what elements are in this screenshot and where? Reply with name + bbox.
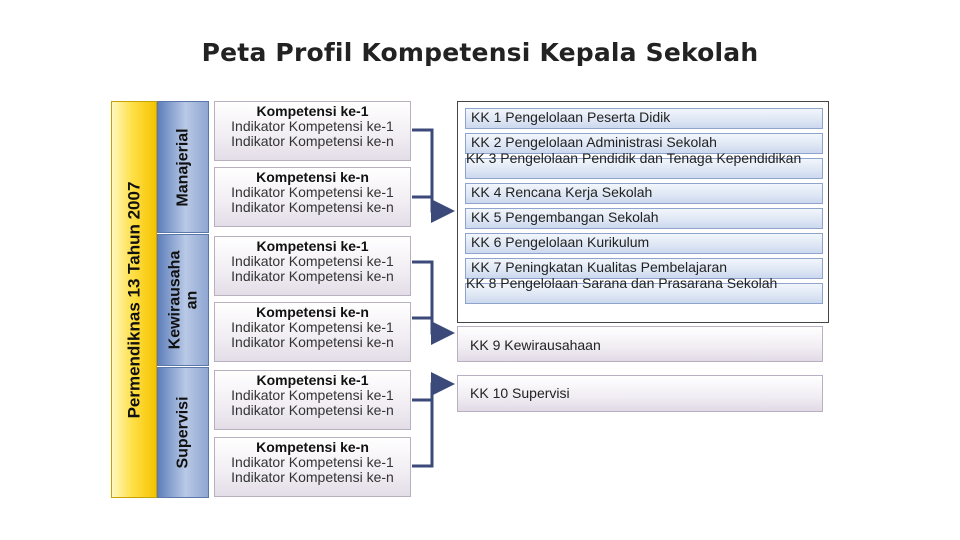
kk-label: KK 5 Pengembangan Sekolah xyxy=(471,209,659,225)
kk-label: KK 10 Supervisi xyxy=(470,385,570,401)
indicator-line: Indikator Kompetensi ke-1 xyxy=(231,387,394,403)
kk-label: KK 2 Pengelolaan Administrasi Sekolah xyxy=(471,134,717,150)
kk-label: KK 8 Pengelolaan Sarana dan Prasarana Sekolah xyxy=(466,275,778,291)
dimension-label: Supervisi xyxy=(174,396,192,469)
page-title: Peta Profil Kompetensi Kepala Sekolah xyxy=(201,38,759,67)
indicator-line: Indikator Kompetensi ke-n xyxy=(231,199,394,215)
connector-supervisi-2 xyxy=(412,400,432,466)
kk-item xyxy=(465,233,823,254)
kk-item xyxy=(465,275,823,304)
connector-supervisi xyxy=(412,384,452,400)
dimension-label-line1: Kewirausaha xyxy=(166,250,183,350)
indicator-line: Indikator Kompetensi ke-1 xyxy=(231,118,394,134)
competency-title: Kompetensi ke-1 xyxy=(256,372,369,388)
kk-item xyxy=(465,208,823,229)
competency-title: Kompetensi ke-1 xyxy=(256,103,369,119)
indicator-line: Indikator Kompetensi ke-n xyxy=(231,402,394,418)
kk-label: KK 7 Peningkatan Kualitas Pembelajaran xyxy=(471,259,728,275)
indicator-line: Indikator Kompetensi ke-1 xyxy=(231,454,394,470)
indicator-line: Indikator Kompetensi ke-1 xyxy=(231,253,394,269)
dimension-label-line2: an xyxy=(183,290,200,310)
indicator-line: Indikator Kompetensi ke-1 xyxy=(231,319,394,335)
indicator-line: Indikator Kompetensi ke-n xyxy=(231,133,394,149)
regulation-label: Permendiknas 13 Tahun 2007 xyxy=(124,181,144,418)
indicator-line: Indikator Kompetensi ke-1 xyxy=(231,184,394,200)
indicator-line: Indikator Kompetensi ke-n xyxy=(231,334,394,350)
kk-label: KK 6 Pengelolaan Kurikulum xyxy=(471,234,650,250)
kk-item-kewirausahaan xyxy=(457,326,823,362)
competency-title: Kompetensi ke-n xyxy=(256,304,369,320)
connector-kewirausahaan xyxy=(412,262,452,333)
kk-item xyxy=(465,183,823,204)
kk-item-supervisi xyxy=(457,375,823,412)
kk-label: KK 4 Rencana Kerja Sekolah xyxy=(471,184,653,200)
competency-title: Kompetensi ke-n xyxy=(256,439,369,455)
connector-manajerial xyxy=(412,130,452,211)
kk-label: KK 3 Pengelolaan Pendidik dan Tenaga Kependidikan xyxy=(466,150,802,166)
kk-label: KK 1 Pengelolaan Peserta Didik xyxy=(471,109,671,125)
kk-item xyxy=(465,108,823,129)
competency-title: Kompetensi ke-n xyxy=(256,169,369,185)
kk-item xyxy=(465,150,823,179)
competency-title: Kompetensi ke-1 xyxy=(256,238,369,254)
dimension-label: Manajerial xyxy=(174,127,192,207)
indicator-line: Indikator Kompetensi ke-n xyxy=(231,268,394,284)
kk-label: KK 9 Kewirausahaan xyxy=(470,337,601,353)
indicator-line: Indikator Kompetensi ke-n xyxy=(231,469,394,485)
